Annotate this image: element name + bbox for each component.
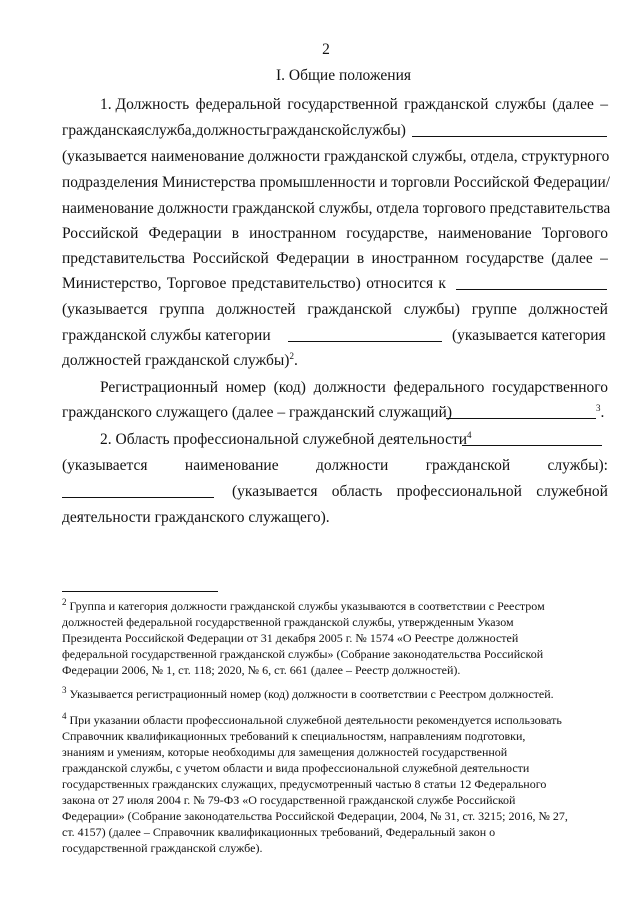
para2-line1: 2. Область профессиональной служебной деятельности$^4$ — [100, 429, 472, 448]
footnote-4-line1: $^4$ При указании области профессиональной служебной деятельности рекомендуется использовать — [62, 711, 562, 727]
footnote-4-line7: Федерации» (Собрание законодательства Российской Федерации, 2004, № 31, ст. 3215; 2016, № 27, — [62, 809, 568, 823]
para2-line4: деятельности гражданского служащего). — [62, 509, 330, 526]
footnote-2-line3: Президента Российской Федерации от 31 декабря 2005 г. № 1574 «О Реестре должностей — [62, 631, 519, 645]
section-title: I. Общие положения — [276, 67, 412, 84]
para1-line2: гражданская служба, должность гражданской службы) — [62, 122, 406, 139]
footnote-2-line2: должностей федеральной государственной гражданской службы, утвержденным Указом — [62, 615, 514, 629]
para1-line8: Министерство, Торговое представительство) относится к — [62, 275, 446, 292]
footnote-2-line5: Федерации 2006, № 1, ст. 118; 2020, № 6, ст. 661 (далее – Реестр должностей). — [62, 663, 461, 677]
para1-line5: наименование должности гражданской службы, отдела торгового представительства — [62, 200, 611, 217]
para1-line1: 1. Должность федеральной государственной гражданской службы (далее – — [100, 96, 608, 113]
footnote-4-line6: закона от 27 июля 2004 г. № 79-ФЗ «О государственной гражданской службе Российской — [62, 793, 516, 807]
footnote-separator — [62, 591, 218, 592]
footnote-4-line9: государственной гражданской службе). — [62, 841, 263, 855]
footnote-ref-3: 3 — [596, 402, 601, 413]
footnote-ref-4: 4 — [467, 429, 472, 440]
para1-line11: должностей гражданской службы)$^2$. — [62, 350, 298, 369]
footnote-4-line8: ст. 4157) (далее – Справочник квалификационных требований, Федеральный закон о — [62, 825, 496, 839]
para1-line3: (указывается наименование должности гражданской службы, отдела, структурного — [62, 148, 610, 165]
footnote-4-line4: гражданской службы, с учетом области и вида профессиональной служебной деятельности — [62, 761, 530, 775]
group-blank — [456, 275, 607, 290]
post-title-blank — [412, 122, 607, 137]
para1-line7: представительства Российской Федерации в иностранном государстве (далее – — [62, 250, 608, 267]
footnote-2-line4: федеральной государственной гражданской службы» (Собрание законодательства Российской — [62, 647, 544, 661]
footnote-2-line1: $^2$ Группа и категория должности гражданской службы указываются в соответствии с Реестром — [62, 597, 545, 613]
reg-number-blank — [446, 404, 596, 419]
para1-line4: подразделения Министерства промышленности и торговли Российской Федерации/ — [62, 174, 611, 191]
activity-blank — [462, 431, 602, 446]
reg-line1: Регистрационный номер (код) должности федерального государственного — [100, 379, 608, 396]
para1-line9: (указывается группа должностей гражданской службы) группе должностей — [62, 301, 608, 318]
footnote-3: $^3$ Указывается регистрационный номер (код) должности в соответствии с Реестром должностей. — [62, 685, 554, 701]
footnote-4-line3: знаниям и умениям, которые необходимы для замещения должностей государственной — [62, 745, 508, 759]
para1-line10b: (указывается категория — [452, 327, 606, 344]
para1-line6: Российской Федерации в иностранном государстве, наименование Торгового — [62, 225, 608, 242]
reg-line2-end: $^3$. — [596, 402, 605, 421]
para2-line2: (указывается наименование должности гражданской службы): — [62, 457, 608, 474]
category-blank — [288, 327, 442, 342]
reg-line2: гражданского служащего (далее – гражданский служащий) — [62, 404, 453, 421]
area-blank — [62, 483, 214, 498]
para2-line3: (указывается область профессиональной служебной — [232, 483, 608, 500]
footnote-ref-2: 2 — [289, 350, 294, 361]
footnote-4-line2: Справочник квалификационных требований к специальностям, направлениям подготовки, — [62, 729, 526, 743]
footnote-4-line5: государственных гражданских служащих, предусмотренный частью 8 статьи 12 Федерального — [62, 777, 547, 791]
para1-line10a: гражданской службы категории — [62, 327, 271, 344]
page-number: 2 — [322, 41, 330, 58]
